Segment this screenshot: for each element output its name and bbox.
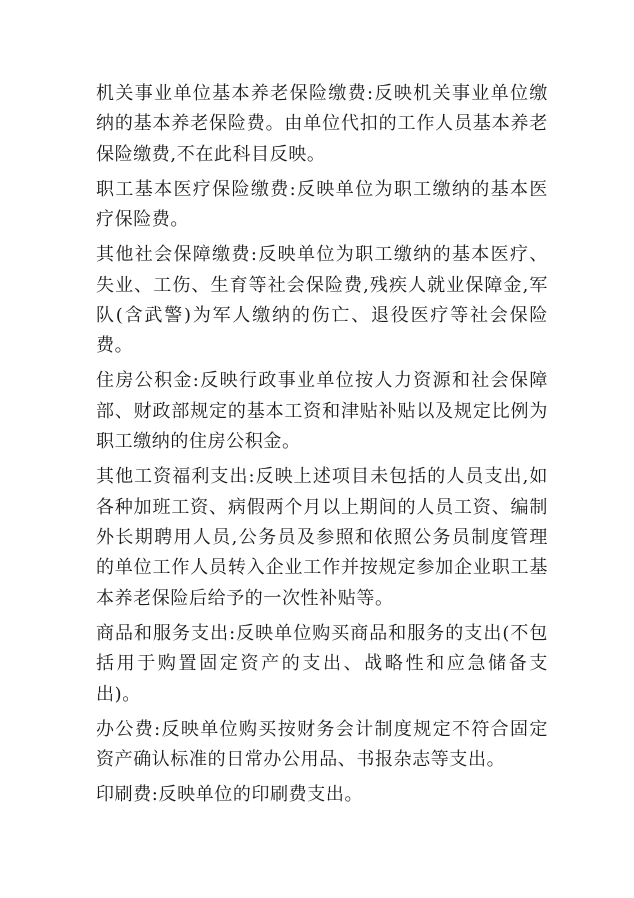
entry-description: 反映机关事业单位缴纳的基本养老保险费。由单位代扣的工作人员基本养老保险缴费,不在此科目反映。 <box>96 83 548 165</box>
document-page <box>96 79 548 815</box>
entry-office-expenses <box>96 715 548 776</box>
entry-term: 印刷费: <box>96 784 159 806</box>
entry-term: 职工基本医疗保险缴费: <box>96 178 297 200</box>
entry-term: 商品和服务支出: <box>96 622 236 644</box>
entry-term: 住房公积金: <box>96 370 200 392</box>
entry-pension-contribution <box>96 79 548 170</box>
entry-description: 反映行政事业单位按人力资源和社会保障部、财政部规定的基本工资和津贴补贴以及规定比例为职工缴纳的住房公积金。 <box>96 370 548 453</box>
entry-goods-services <box>96 619 548 710</box>
entry-description: 反映上述项目未包括的人员支出,如各种加班工资、病假两个月以上期间的人员工资、编制外长期聘用人员,公务员及参照和依照公务员制度管理的单位工作人员转入企业工作并按规定参加企业职工基本养老保险后给予的一次性补贴等。 <box>96 466 548 609</box>
entry-description: 反映单位购买按财务会计制度规定不符合固定资产确认标准的日常办公用品、书报杂志等支出。 <box>96 718 549 771</box>
entry-description: 反映单位为职工缴纳的基本医疗、失业、工伤、生育等社会保险费,残疾人就业保障金,军队(含武警)为军人缴纳的伤亡、退役医疗等社会保险费。 <box>96 244 548 357</box>
entry-other-social-security <box>96 240 548 362</box>
entry-description: 反映单位为职工缴纳的基本医疗保险费。 <box>96 178 548 231</box>
entry-term: 其他工资福利支出: <box>96 466 256 488</box>
entry-housing-fund <box>96 366 548 457</box>
entry-term: 其他社会保障缴费: <box>96 244 258 266</box>
entry-other-welfare <box>96 462 548 614</box>
entry-description: 反映单位购买商品和服务的支出(不包括用于购置固定资产的支出、战略性和应急储备支出)。 <box>96 622 548 705</box>
entry-medical-insurance <box>96 175 548 236</box>
entry-term: 办公费: <box>96 718 161 740</box>
entry-printing-expenses <box>96 780 548 810</box>
entry-term: 机关事业单位基本养老保险缴费: <box>96 83 374 104</box>
entry-description: 反映单位的印刷费支出。 <box>158 784 364 806</box>
